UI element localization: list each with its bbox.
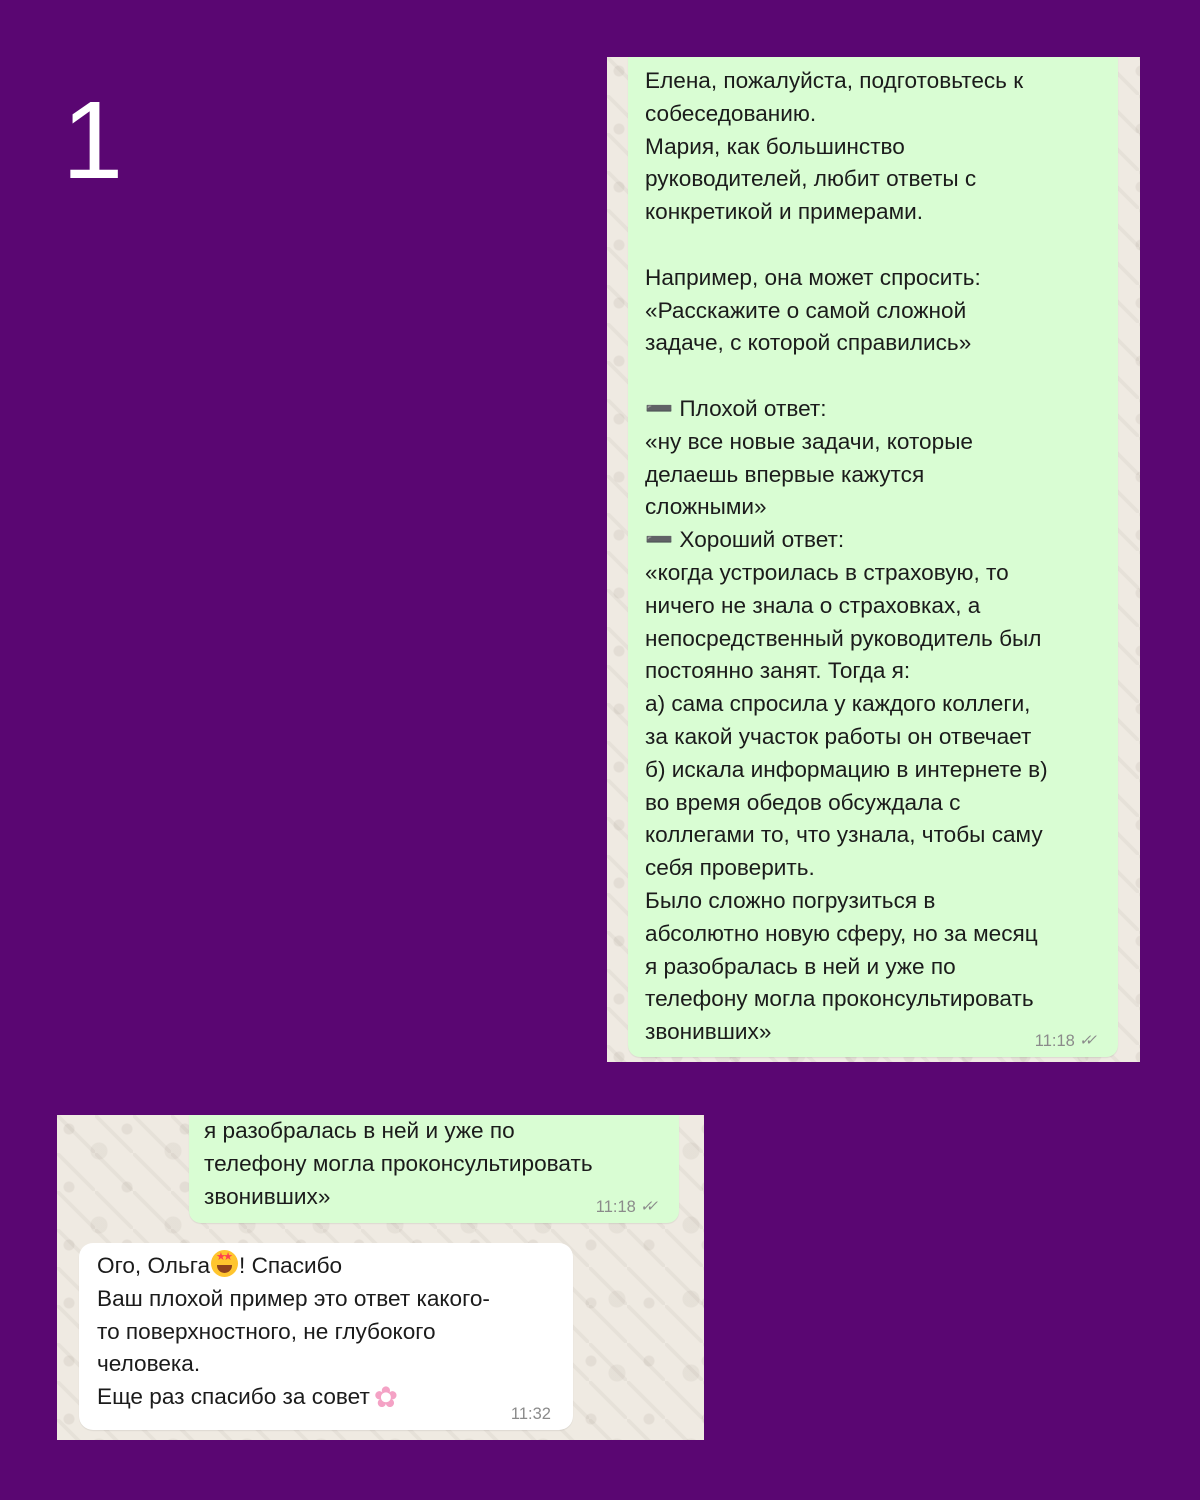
double-check-icon: ✓✓ bbox=[1078, 1032, 1093, 1049]
message-meta bbox=[511, 1404, 551, 1424]
message-text: я разобралась в ней и уже по телефону могла проконсультировать звонивших» bbox=[204, 1118, 593, 1209]
reply-thanks: ! Спасибо bbox=[239, 1253, 343, 1278]
outgoing-message-bubble[interactable] bbox=[628, 57, 1118, 1057]
reply-body: Ваш плохой пример это ответ какого- то поверхностного, не глубокого человека. Еще раз спасибо за совет bbox=[97, 1285, 490, 1410]
reply-greeting: Ого, Ольга bbox=[97, 1253, 211, 1278]
message-text: Елена, пожалуйста, подготовьтесь к собеседованию. Мария, как большинство руководителей, любит ответы с конкретикой и примерами. Например, она может спросить: «Расскажите о самой сложной задаче, с которой справились» ➖ Плохой ответ: «ну все новые задачи, которые делаешь впервые кажутся сложными» ➖ Хороший ответ: «когда устроилась в страховую, то ничего не знала о страховках, а непосредственный руководитель был постоянно занят. Тогда я: а) сама спросила у каждого коллеги, за какой участок работы он отвечает б) искала информацию в интернете в) во время обедов обсуждала с коллегами то, что узнала, чтобы саму себя проверить. Было сложно погрузиться в абсолютно новую сферу, но за месяц я разобралась в ней и уже по телефону могла проконсультировать звонивших» bbox=[645, 68, 1048, 1045]
incoming-message-bubble[interactable] bbox=[79, 1243, 573, 1430]
message-time: 11:18 bbox=[595, 1198, 636, 1216]
slide-number: 1 bbox=[62, 79, 124, 202]
emoji-mouth-shape bbox=[217, 1265, 232, 1273]
reply-first-line bbox=[97, 1250, 557, 1283]
message-meta bbox=[1035, 1031, 1096, 1051]
cherry-blossom-emoji-icon: ✿ bbox=[373, 1382, 399, 1415]
outgoing-message-bubble-cropped[interactable] bbox=[189, 1115, 679, 1223]
message-time: 11:32 bbox=[510, 1405, 551, 1423]
chat-screenshot-bottom bbox=[57, 1115, 704, 1440]
message-time: 11:18 bbox=[1034, 1032, 1075, 1050]
chat-screenshot-top bbox=[607, 57, 1140, 1062]
star-struck-emoji-icon bbox=[211, 1250, 238, 1277]
double-check-icon: ✓✓ bbox=[639, 1198, 654, 1215]
message-meta bbox=[596, 1197, 657, 1217]
